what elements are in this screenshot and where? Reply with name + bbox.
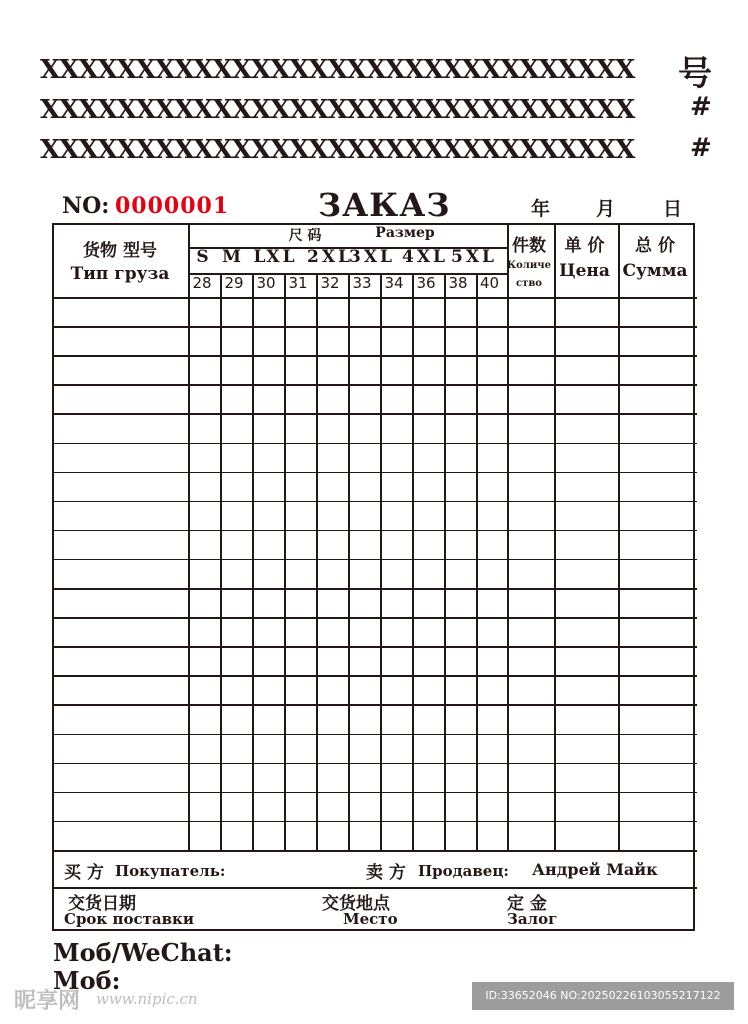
table-row-line xyxy=(54,559,697,561)
goods-header-ru: Тип груза xyxy=(70,264,170,284)
letter-size-label: 3XL xyxy=(349,247,395,267)
seller-label-cn: 卖 方 xyxy=(366,863,406,883)
table-row-line xyxy=(54,850,697,852)
table-row-line xyxy=(54,530,697,532)
order-table xyxy=(52,223,695,931)
goods-column-line xyxy=(188,225,190,850)
letter-size-label: S xyxy=(196,247,212,267)
total-header-ru: Сумма xyxy=(622,261,688,281)
table-row-line xyxy=(54,792,697,794)
right-column-line xyxy=(618,225,620,850)
header-line-2: XXXXXXXXXXXXXXXXXXXXXXXXXXXXXXX xyxy=(40,97,635,123)
delivery-date-label-cn: 交货日期 xyxy=(68,894,136,914)
order-number-value: 0000001 xyxy=(115,193,230,219)
deposit-label-cn: 定 金 xyxy=(507,894,547,914)
delivery-place-label-cn: 交货地点 xyxy=(322,894,390,914)
watermark-url: www.nipic.cn xyxy=(96,990,198,1008)
right-column-line xyxy=(554,225,556,850)
size-column-line xyxy=(476,273,478,850)
size-column-line xyxy=(444,273,446,850)
size-column-line xyxy=(380,273,382,850)
size-header-cn: 尺 码 xyxy=(288,228,322,244)
order-number-label: NO: xyxy=(62,193,110,219)
number-size-label: 38 xyxy=(448,274,468,292)
goods-header-cn: 货物 型号 xyxy=(83,241,157,261)
size-column-line xyxy=(284,273,286,850)
buyer-label-cn: 买 方 xyxy=(64,863,104,883)
contact-mobile-label: Моб: xyxy=(53,966,121,995)
date-year-label: 年 xyxy=(531,198,551,220)
price-header-cn: 单 价 xyxy=(564,236,605,256)
letter-size-label: L xyxy=(253,247,269,267)
deposit-label-ru: Залог xyxy=(507,910,558,928)
buyer-label-ru: Покупатель: xyxy=(115,862,226,880)
table-row-line xyxy=(54,384,697,386)
order-title: ЗАКАЗ xyxy=(318,186,451,224)
table-row-line xyxy=(54,443,697,445)
watermark-id-box xyxy=(472,982,734,1010)
size-column-line xyxy=(316,273,318,850)
header-line-3: XXXXXXXXXXXXXXXXXXXXXXXXXXXXXXX xyxy=(40,137,635,163)
header-mark-2: # xyxy=(690,92,712,122)
table-row-line xyxy=(54,675,697,677)
letter-size-label: 5XL xyxy=(451,247,497,267)
number-size-label: 34 xyxy=(384,274,404,292)
size-column-line xyxy=(252,273,254,850)
size-column-line xyxy=(220,273,222,850)
letter-size-label: M xyxy=(222,247,244,267)
table-row-line xyxy=(54,704,697,706)
size-column-line xyxy=(348,273,350,850)
table-row-line xyxy=(54,763,697,765)
number-size-label: 33 xyxy=(352,274,372,292)
header-mark-1: 号 xyxy=(678,54,712,94)
number-size-label: 31 xyxy=(288,274,308,292)
qty-header-ru-2: ство xyxy=(516,278,542,289)
delivery-place-label-ru: Место xyxy=(343,910,398,928)
watermark-id-text: ID:33652046 NO:20250226103055217122 xyxy=(485,989,721,1002)
watermark-logo: 昵享网 xyxy=(14,989,81,1014)
date-day-label: 日 xyxy=(663,198,683,220)
price-header-ru: Цена xyxy=(559,261,610,281)
letter-size-label: XL xyxy=(266,247,298,267)
table-row-line xyxy=(54,646,697,648)
table-row-line xyxy=(54,472,697,474)
table-row-line xyxy=(54,617,697,619)
total-header-cn: 总 价 xyxy=(635,236,675,256)
header-bottom-line xyxy=(54,297,697,299)
seller-label-ru: Продавец: xyxy=(418,862,509,880)
table-row-line xyxy=(54,734,697,736)
qty-header-cn: 件数 xyxy=(512,236,546,256)
number-size-label: 30 xyxy=(256,274,276,292)
size-column-line xyxy=(412,273,414,850)
qty-header-ru-1: Количе xyxy=(507,260,551,271)
table-row-line xyxy=(54,413,697,415)
number-size-label: 40 xyxy=(479,274,500,292)
size-header-ru: Размер xyxy=(375,225,435,241)
right-column-line xyxy=(507,225,509,850)
delivery-date-label-ru: Срок поставки xyxy=(64,910,194,928)
table-row-line xyxy=(54,355,697,357)
seller-name: Андрей Майк xyxy=(532,860,658,879)
number-size-label: 29 xyxy=(224,274,244,292)
number-size-label: 32 xyxy=(320,274,340,292)
contact-mobile-wechat-label: Моб/WeChat: xyxy=(53,938,233,967)
header-mark-3: # xyxy=(690,133,712,163)
table-row-line xyxy=(54,326,697,328)
table-row-line xyxy=(54,821,697,823)
date-month-label: 月 xyxy=(596,198,616,220)
header-line-1: XXXXXXXXXXXXXXXXXXXXXXXXXXXXXXX xyxy=(40,57,635,83)
table-row-line xyxy=(54,501,697,503)
letter-size-label: 2XL xyxy=(307,247,353,267)
number-size-label: 28 xyxy=(192,274,212,292)
table-row-line xyxy=(54,588,697,590)
number-size-label: 36 xyxy=(416,274,436,292)
letter-size-label: 4XL xyxy=(402,247,448,267)
